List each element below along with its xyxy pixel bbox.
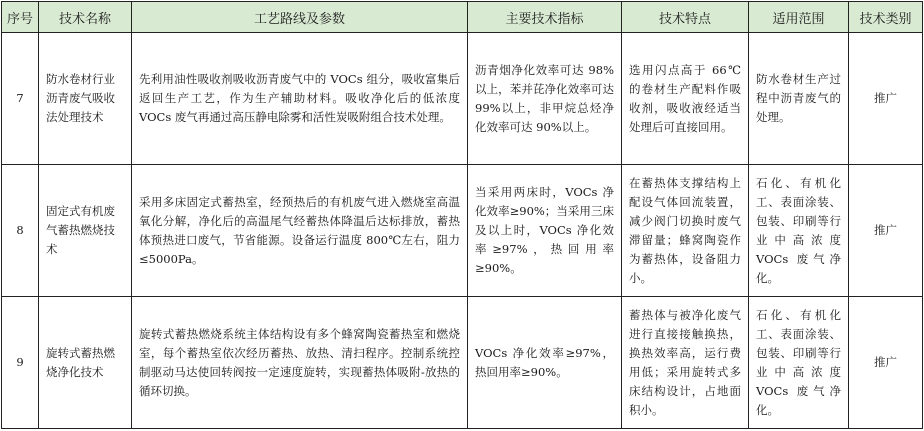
table-row: [2, 165, 923, 297]
technology-table: [1, 1, 923, 429]
cell-scope: 石化、有机化工、表面涂装、包装、印刷等行业中高浓度 VOCs 废气净化。: [749, 297, 849, 429]
table-row: [2, 33, 923, 165]
cell-indicators: 当采用两床时，VOCs 净化效率≥90%；当采用三床及以上时，VOCs 净化效率≥97%，热回用率≥90%。: [468, 165, 622, 297]
cell-name: 旋转式蓄热燃烧净化技术: [39, 297, 132, 429]
cell-scope: 防水卷材生产过程中沥青废气的处理。: [749, 33, 849, 165]
cell-name: 固定式有机废气蓄热燃烧技术: [39, 165, 132, 297]
cell-no: 8: [2, 165, 39, 297]
cell-features: 蓄热体与被净化废气进行直接接触换热，换热效率高，运行费用低；采用旋转式多床结构设计，占地面积小。: [622, 297, 749, 429]
cell-features: 选用闪点高于 66℃ 的卷材生产配料作吸收剂，吸收液经适当处理后可直接回用。: [622, 33, 749, 165]
cell-route: 采用多床固定式蓄热室，经预热后的有机废气进入燃烧室高温氧化分解，净化后的高温尾气经蓄热体降温后达标排放，蓄热体预热进口废气，节省能源。设备运行温度 800℃左右，阻力≤5000Pa。: [132, 165, 468, 297]
header-name: 技术名称: [39, 2, 132, 33]
cell-category: 推广: [849, 165, 923, 297]
cell-no: 9: [2, 297, 39, 429]
header-route: 工艺路线及参数: [132, 2, 468, 33]
cell-scope: 石化、有机化工、表面涂装、包装、印刷等行业中高浓度 VOCs 废气净化。: [749, 165, 849, 297]
cell-category: 推广: [849, 297, 923, 429]
cell-route: 旋转式蓄热燃烧系统主体结构设有多个蜂窝陶瓷蓄热室和燃烧室，每个蓄热室依次经历蓄热、放热、清扫程序。控制系统控制驱动马达使回转阀按一定速度旋转，实现蓄热体吸附-放热的循环切换。: [132, 297, 468, 429]
header-scope: 适用范围: [749, 2, 849, 33]
header-no: 序号: [2, 2, 39, 33]
cell-features: 在蓄热体支撑结构上配设气体回流装置，减少阀门切换时废气滞留量；蜂窝陶瓷作为蓄热体，设备阻力小。: [622, 165, 749, 297]
table-row: [2, 297, 923, 429]
header-indicators: 主要技术指标: [468, 2, 622, 33]
cell-no: 7: [2, 33, 39, 165]
cell-route: 先利用油性吸收剂吸收沥青废气中的 VOCs 组分，吸收富集后返回生产工艺，作为生产辅助材料。吸收净化后的低浓度 VOCs 废气再通过高压静电除雾和活性炭吸附组合技术处理。: [132, 33, 468, 165]
header-features: 技术特点: [622, 2, 749, 33]
cell-indicators: 沥青烟净化效率可达 98%以上，苯并芘净化效率可达 99%以上，非甲烷总烃净化效率可达 90%以上。: [468, 33, 622, 165]
header-category: 技术类别: [849, 2, 923, 33]
cell-indicators: VOCs 净化效率≥97%，热回用率≥90%。: [468, 297, 622, 429]
cell-name: 防水卷材行业沥青废气吸收法处理技术: [39, 33, 132, 165]
cell-category: 推广: [849, 33, 923, 165]
header-row: [2, 2, 923, 33]
